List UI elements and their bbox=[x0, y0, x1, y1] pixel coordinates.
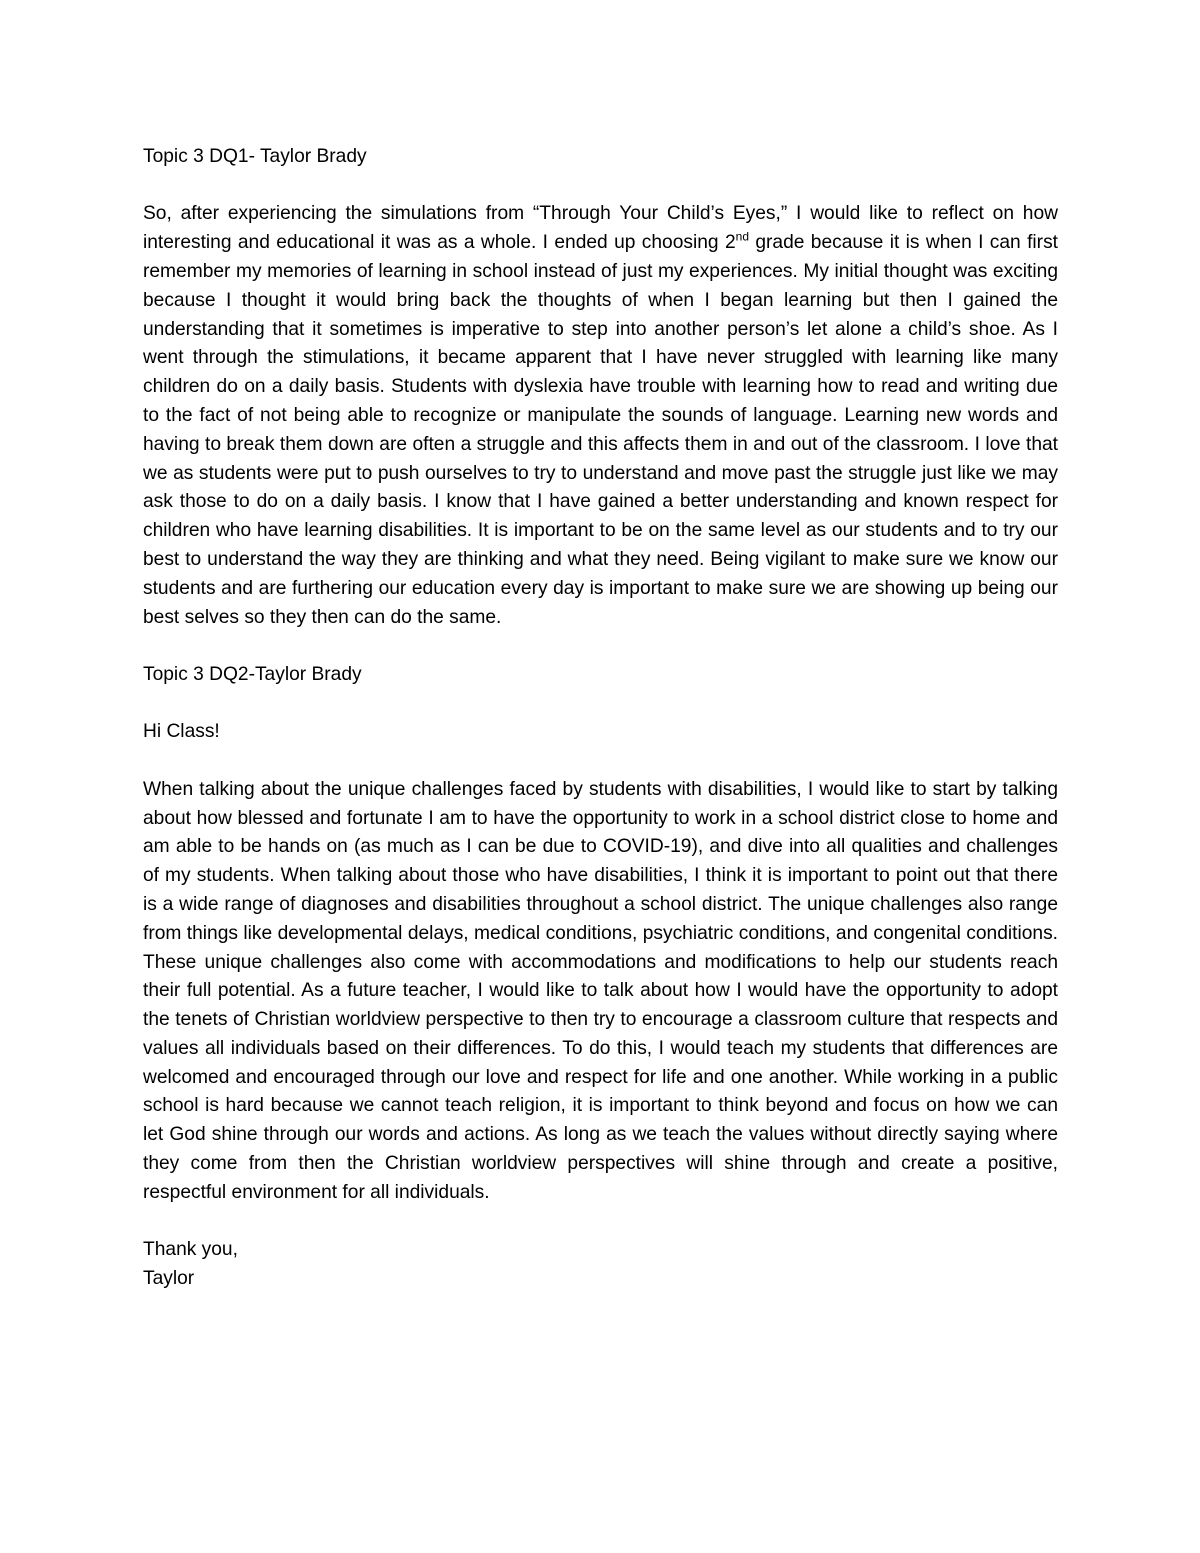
ordinal-superscript: nd bbox=[735, 229, 749, 244]
dq2-heading: Topic 3 DQ2-Taylor Brady bbox=[143, 663, 362, 685]
dq2-body-paragraph: When talking about the unique challenges faced by students with disabilities, I would like to start by talking about how blessed and fortunate I am to have the opportunity to work in a school district close to home and am able to be hands on (as much as I can be due to COVID-19), and dive into all qualities and challenges of my students. When talking about those who have disabilities, I think it is important to point out that there is a wide range of diagnoses and disabilities throughout a school district. The unique challenges also range from things like developmental delays, medical conditions, psychiatric conditions, and congenital conditions. These unique challenges also come with accommodations and modifications to help our students reach their full potential. As a future teacher, I would like to talk about how I would have the opportunity to adopt the tenets of Christian worldview perspective to then try to encourage a classroom culture that respects and values all individuals based on their differences. To do this, I would teach my students that differences are welcomed and encouraged through our love and respect for life and one another. While working in a public school is hard because we cannot teach religion, it is important to think beyond and focus on how we can let God shine through our words and actions. As long as we teach the values without directly saying where they come from then the Christian worldview perspectives will shine through and create a positive, respectful environment for all individuals. bbox=[143, 778, 1058, 1203]
dq1-body-part-1: So, after experiencing the simulations from “Through Your Child’s Eyes,” I would like to reflect on how interesting and educational it was as a whole. I ended up choosing 2 bbox=[143, 203, 1058, 254]
document-content bbox=[143, 143, 1058, 1294]
dq1-body-part-2: grade because it is when I can first remember my memories of learning in school instead of just my experiences. My initial thought was exciting because I thought it would bring back the thoughts of when I began learning but then I gained the understanding that it sometimes is imperative to step into another person’s let alone a child’s shoe. As I went through the stimulations, it became apparent that I have never struggled with learning like many children do on a daily basis. Students with dyslexia have trouble with learning how to read and writing due to the fact of not being able to recognize or manipulate the sounds of language. Learning new words and having to break them down are often a struggle and this affects them in and out of the classroom. I love that we as students were put to push ourselves to try to understand and move past the struggle just like we may ask those to do on a daily basis. I know that I have gained a better understanding and known respect for children who have learning disabilities. It is important to be on the same level as our students and to try our best to understand the way they are thinking and what they need. Being vigilant to make sure we know our students and are furthering our education every day is important to make sure we are showing up being our best selves so they then can do the same. bbox=[143, 232, 1058, 628]
dq1-body-paragraph bbox=[143, 200, 1058, 632]
dq1-heading: Topic 3 DQ1- Taylor Brady bbox=[143, 146, 367, 167]
signature: Taylor bbox=[143, 1268, 195, 1290]
closing-block bbox=[143, 1236, 1058, 1294]
dq2-greeting: Hi Class! bbox=[143, 721, 220, 743]
closing-line: Thank you, bbox=[143, 1239, 238, 1261]
